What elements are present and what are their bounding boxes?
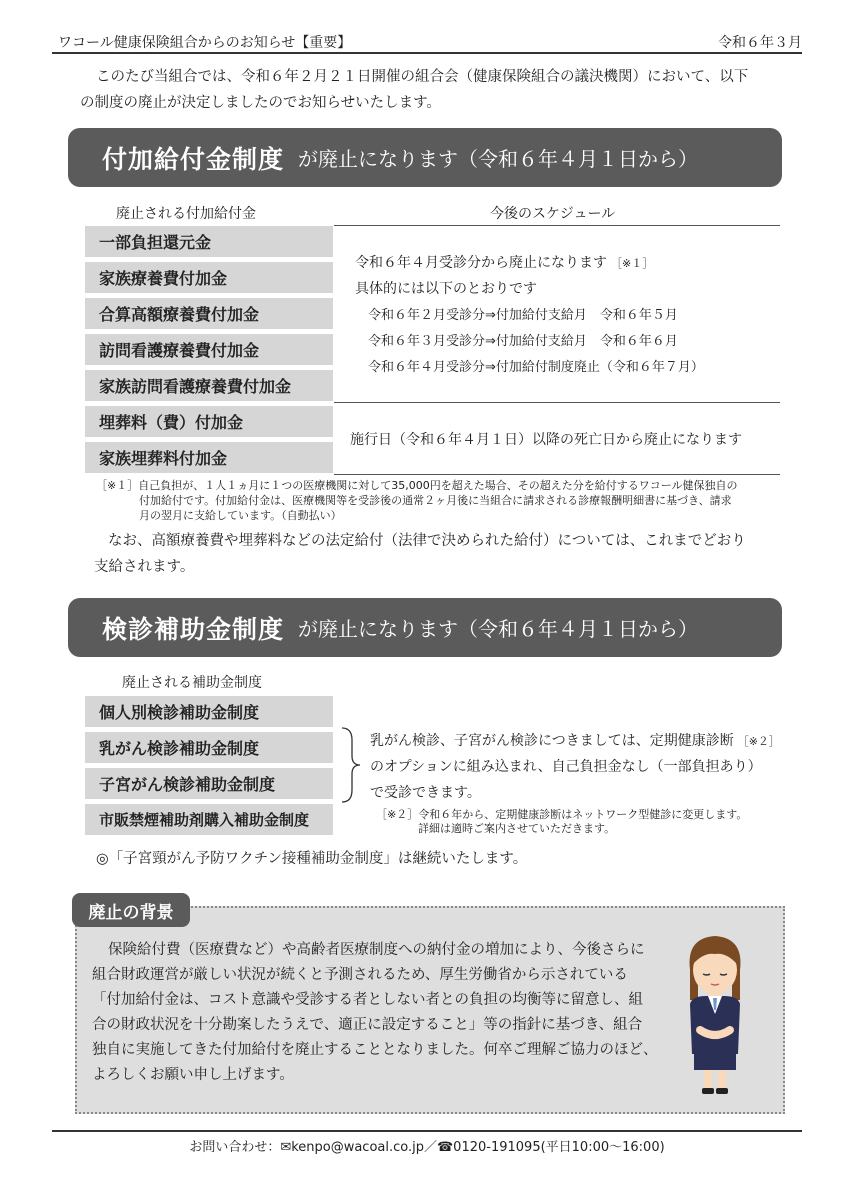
bowing-woman-icon bbox=[676, 930, 754, 1096]
schedule-bottom-line bbox=[334, 474, 780, 475]
continue-note: ◎「子宮頸がん予防ワクチン接種補助金制度」は継続いたします。 bbox=[96, 851, 528, 867]
schedule-line: 令和６年３月受診分⇒付加給付支給月 令和６年６月 bbox=[368, 334, 678, 349]
section1-item: 合算高額療養費付加金 bbox=[85, 298, 333, 329]
statutory-line-2: 支給されます。 bbox=[94, 559, 195, 575]
background-line: 独自に実施してきた付加給付を廃止することとなりました。何卒ご理解ご協力のほど、 bbox=[92, 1042, 658, 1058]
brace-icon bbox=[338, 726, 362, 804]
explain-line-1: 乳がん検診、子宮がん検診につきましては、定期健康診断 ［※２］ bbox=[370, 733, 780, 749]
section1-item: 家族埋葬料付加金 bbox=[85, 442, 333, 473]
section2-banner bbox=[68, 598, 782, 657]
header-title: ワコール健康保険組合からのお知らせ【重要】 bbox=[58, 35, 352, 51]
background-line: 「付加給付金は、コスト意識や受診する者としない者との負担の均衡等に留意し、組 bbox=[92, 992, 643, 1008]
section2-subtitle: が廃止になります（令和６年４月１日から） bbox=[298, 617, 699, 641]
background-line: 保険給付費（医療費など）や高齢者医療制度への納付金の増加により、今後さらに bbox=[108, 942, 645, 958]
section1-item: 訪問看護療養費付加金 bbox=[85, 334, 333, 365]
section1-banner bbox=[68, 128, 782, 187]
section2-item: 市販禁煙補助剤購入補助金制度 bbox=[85, 804, 333, 835]
schedule-top-line bbox=[334, 225, 780, 226]
section2-item: 乳がん検診補助金制度 bbox=[85, 732, 333, 763]
background-line: 組合財政運営が厳しい状況が続くと予測されるため、厚生労働省から示されている bbox=[92, 967, 628, 983]
header-date: 令和６年３月 bbox=[718, 35, 802, 51]
schedule-burial: 施行日（令和６年４月１日）以降の死亡日から廃止になります bbox=[350, 432, 742, 448]
background-line: よろしくお願い申し上げます。 bbox=[92, 1067, 294, 1083]
section1-subtitle: が廃止になります（令和６年４月１日から） bbox=[298, 147, 699, 171]
schedule-main: 令和６年４月受診分から廃止になります ［※１］ bbox=[355, 255, 654, 271]
note2-line-2: 詳細は適時ご案内させていただきます。 bbox=[418, 822, 616, 835]
section2-title: 検診補助金制度 bbox=[102, 614, 285, 644]
section1-col-right: 今後のスケジュール bbox=[490, 206, 616, 222]
footer-contact: お問い合わせ：✉kenpo@wacoal.co.jp／☎0120-191095(平日10:00～16:00) bbox=[189, 1140, 665, 1155]
section2-item: 個人別検診補助金制度 bbox=[85, 696, 333, 727]
schedule-line: 令和６年４月受診分⇒付加給付制度廃止（令和６年７月） bbox=[368, 360, 704, 375]
intro-line-1: このたび当組合では、令和６年２月２１日開催の組合会（健康保険組合の議決機関）において、以下 bbox=[96, 69, 749, 85]
section1-title: 付加給付金制度 bbox=[102, 144, 285, 174]
explain-line-2: のオプションに組み込まれ、自己負担金なし（一部負担あり） bbox=[370, 759, 762, 775]
note1-line: ［※１］自己負担が、１人１ヵ月に１つの医療機関に対して35,000円を超えた場合、その超えた分を給付するワコール健保独自の bbox=[96, 479, 738, 492]
section1-col-left: 廃止される付加給付金 bbox=[116, 206, 256, 222]
footer-divider bbox=[52, 1130, 802, 1132]
note1-line: 付加給付です。付加給付金は、医療機関等を受診後の通常２ヶ月後に当組合に請求される診療報酬明細書に基づき、請求 bbox=[139, 494, 732, 507]
background-tab: 廃止の背景 bbox=[72, 893, 190, 927]
section2-col-left: 廃止される補助金制度 bbox=[122, 675, 262, 691]
intro-line-2: の制度の廃止が決定しましたのでお知らせいたします。 bbox=[80, 95, 441, 111]
section1-item: 一部負担還元金 bbox=[85, 226, 333, 257]
section1-item: 埋葬料（費）付加金 bbox=[85, 406, 333, 437]
header-divider bbox=[52, 52, 802, 54]
explain-line-3: で受診できます。 bbox=[370, 785, 481, 801]
section2-item: 子宮がん検診補助金制度 bbox=[85, 768, 333, 799]
section1-item: 家族訪問看護療養費付加金 bbox=[85, 370, 333, 401]
schedule-sub: 具体的には以下のとおりです bbox=[355, 281, 537, 297]
background-line: 合の財政状況を十分勘案したうえで、適正に設定すること」等の指針に基づき、組合 bbox=[92, 1017, 643, 1033]
statutory-line-1: なお、高額療養費や埋葬料などの法定給付（法律で決められた給付）については、これまでどおり bbox=[108, 533, 746, 549]
section1-item: 家族療養費付加金 bbox=[85, 262, 333, 293]
note2-line-1: ［※２］令和６年から、定期健康診断はネットワーク型健診に変更します。 bbox=[376, 808, 748, 821]
note1-line: 月の翌月に支給しています。（自動払い） bbox=[139, 509, 342, 522]
schedule-mid-line bbox=[334, 402, 780, 403]
schedule-line: 令和６年２月受診分⇒付加給付支給月 令和６年５月 bbox=[368, 308, 678, 323]
